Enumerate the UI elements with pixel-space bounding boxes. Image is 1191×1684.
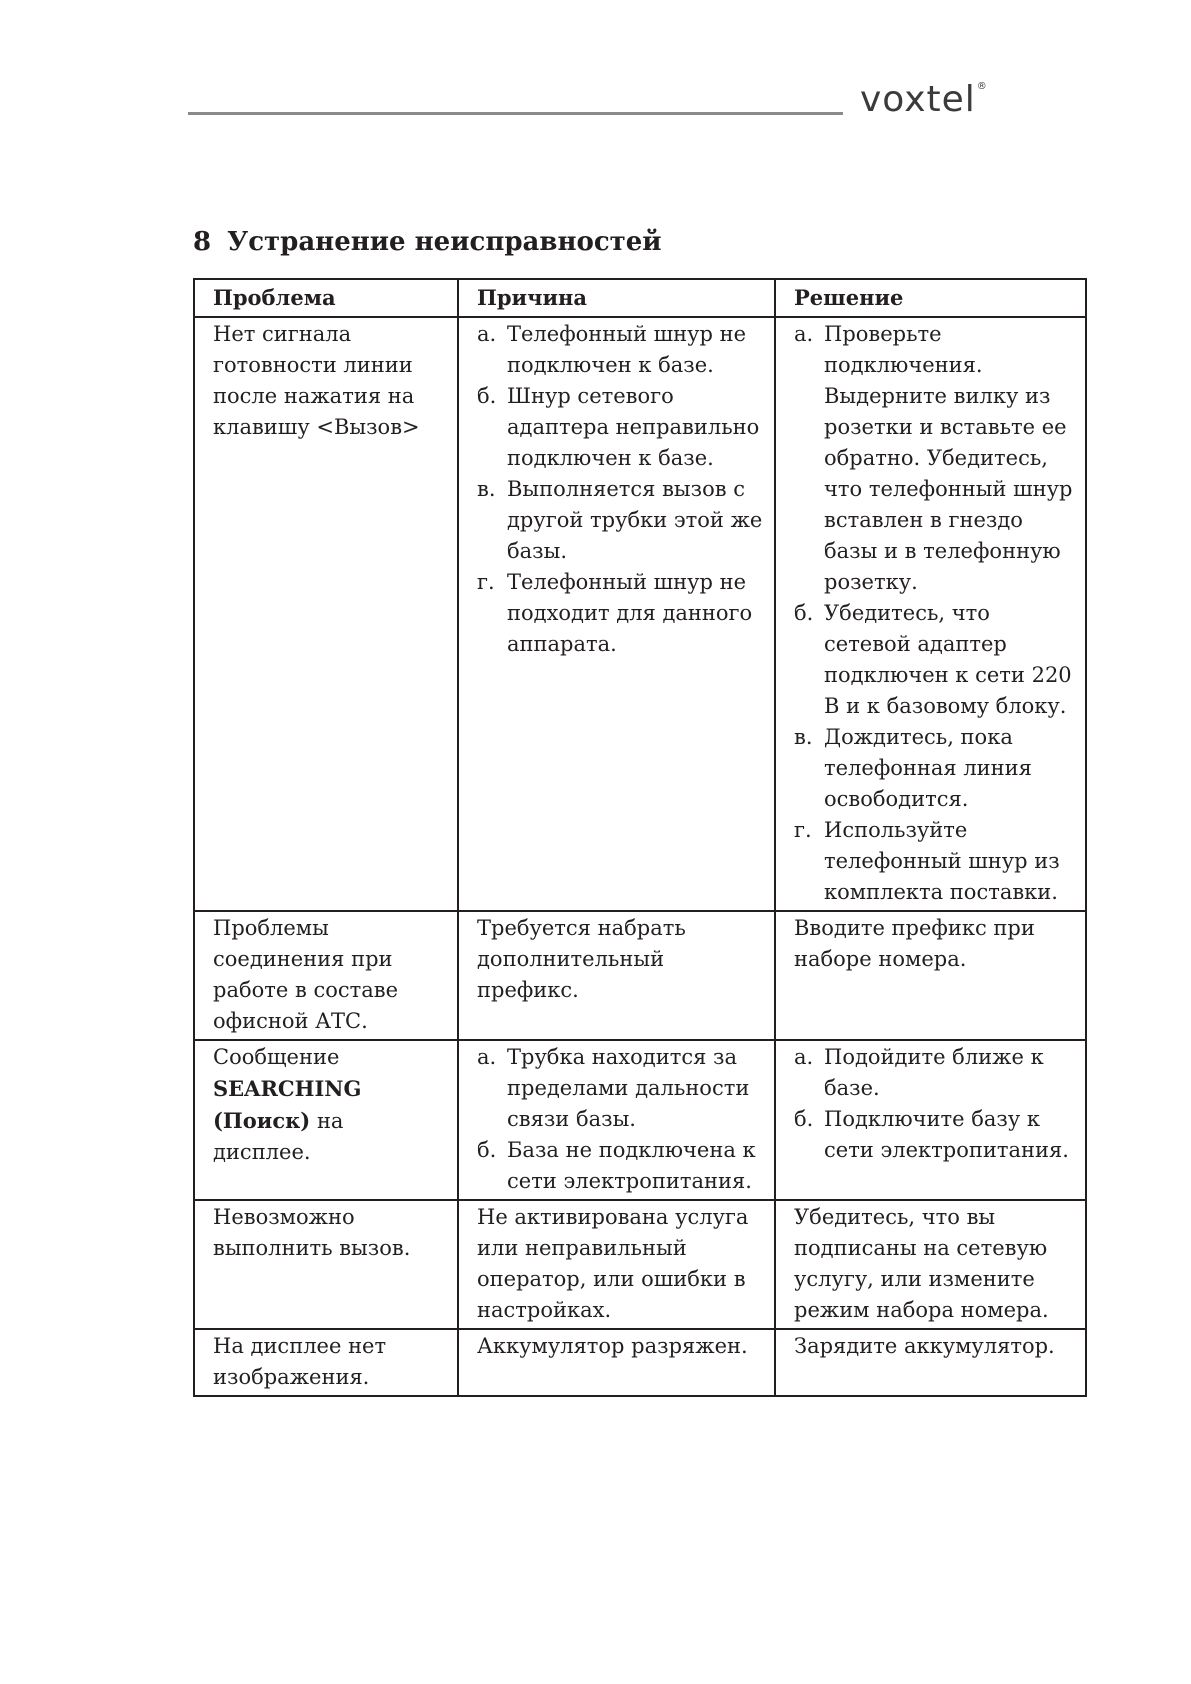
table-row <box>194 1200 1086 1329</box>
table-header-row <box>194 279 1086 317</box>
list-text: Используйте телефонный шнур из комплекта поставки. <box>824 818 1060 904</box>
section-title-text: Устранение неисправностей <box>227 227 662 257</box>
list-text: Телефонный шнур не подходит для данного аппарата. <box>507 570 753 656</box>
solution-list <box>794 319 1075 908</box>
list-text: Подключите базу к сети электропитания. <box>824 1107 1069 1162</box>
list-item <box>794 598 1075 722</box>
list-marker: г. <box>477 570 495 594</box>
list-text: Шнур сетевого адаптера неправильно подключен к базе. <box>507 384 760 470</box>
cause-list <box>477 319 764 660</box>
solution-cell: Убедитесь, что вы подписаны на сетевую услугу, или измените режим набора номера. <box>775 1200 1086 1329</box>
list-marker: в. <box>477 477 496 501</box>
cause-cell: Аккумулятор разряжен. <box>458 1329 775 1396</box>
column-header-solution: Решение <box>775 279 1086 317</box>
problem-prefix: Сообщение <box>213 1045 340 1069</box>
table-row <box>194 317 1086 911</box>
list-item <box>477 1135 764 1197</box>
problem-suffix: на дисплее. <box>213 1109 344 1164</box>
list-marker: б. <box>477 384 497 408</box>
logo-text: voxtel <box>860 79 976 120</box>
logo-trademark: ® <box>976 81 988 92</box>
list-item <box>477 381 764 474</box>
list-marker: б. <box>794 1107 814 1131</box>
problem-cell: Невозможно выполнить вызов. <box>194 1200 458 1329</box>
list-item <box>794 319 1075 598</box>
list-text: База не подключена к сети электропитания. <box>507 1138 756 1193</box>
problem-cell: На дисплее нет изображения. <box>194 1329 458 1396</box>
list-item <box>477 567 764 660</box>
table-row <box>194 1329 1086 1396</box>
section-title <box>193 228 662 257</box>
list-text: Трубка находится за пределами дальности связи базы. <box>507 1045 750 1131</box>
table-row <box>194 1040 1086 1200</box>
list-text: Телефонный шнур не подключен к базе. <box>507 322 747 377</box>
problem-cell: Нет сигнала готовности линии после нажатия на клавишу <Вызов> <box>194 317 458 911</box>
problem-cell: Проблемы соединения при работе в составе офисной АТС. <box>194 911 458 1040</box>
cause-list <box>477 1042 764 1197</box>
list-text: Выполняется вызов с другой трубки этой же базы. <box>507 477 763 563</box>
cause-cell <box>458 317 775 911</box>
section-number: 8 <box>193 227 212 257</box>
solution-cell: Вводите префикс при наборе номера. <box>775 911 1086 1040</box>
column-header-cause: Причина <box>458 279 775 317</box>
list-marker: г. <box>794 818 812 842</box>
table-row <box>194 911 1086 1040</box>
cause-cell <box>458 1040 775 1200</box>
troubleshooting-table <box>193 278 1087 1397</box>
list-marker: а. <box>794 1045 814 1069</box>
solution-cell: Зарядите аккумулятор. <box>775 1329 1086 1396</box>
cause-cell: Требуется набрать дополнительный префикс. <box>458 911 775 1040</box>
list-item <box>794 815 1075 908</box>
problem-cell <box>194 1040 458 1200</box>
list-marker: а. <box>477 322 497 346</box>
list-text: Подойдите ближе к базе. <box>824 1045 1044 1100</box>
list-marker: в. <box>794 725 813 749</box>
header-rule <box>188 112 843 115</box>
brand-logo <box>860 79 988 120</box>
list-text: Проверьте подключения. Выдерните вилку из розетки и вставьте ее обратно. Убедитесь, что телефонный шнур вставлен в гнездо базы и в телефонную розетку. <box>824 322 1073 594</box>
solution-cell <box>775 317 1086 911</box>
solution-cell <box>775 1040 1086 1200</box>
problem-bold: SEARCHING (Поиск) <box>213 1076 362 1133</box>
column-header-problem: Проблема <box>194 279 458 317</box>
list-item <box>794 1104 1075 1166</box>
list-item <box>794 722 1075 815</box>
solution-list <box>794 1042 1075 1166</box>
list-item <box>794 1042 1075 1104</box>
list-item <box>477 1042 764 1135</box>
list-marker: а. <box>794 322 814 346</box>
cause-cell: Не активирована услуга или неправильный оператор, или ошибки в настройках. <box>458 1200 775 1329</box>
list-marker: а. <box>477 1045 497 1069</box>
list-item <box>477 474 764 567</box>
list-text: Убедитесь, что сетевой адаптер подключен к сети 220 В и к базовому блоку. <box>824 601 1072 718</box>
list-marker: б. <box>477 1138 497 1162</box>
list-text: Дождитесь, пока телефонная линия освободится. <box>824 725 1032 811</box>
list-item <box>477 319 764 381</box>
list-marker: б. <box>794 601 814 625</box>
